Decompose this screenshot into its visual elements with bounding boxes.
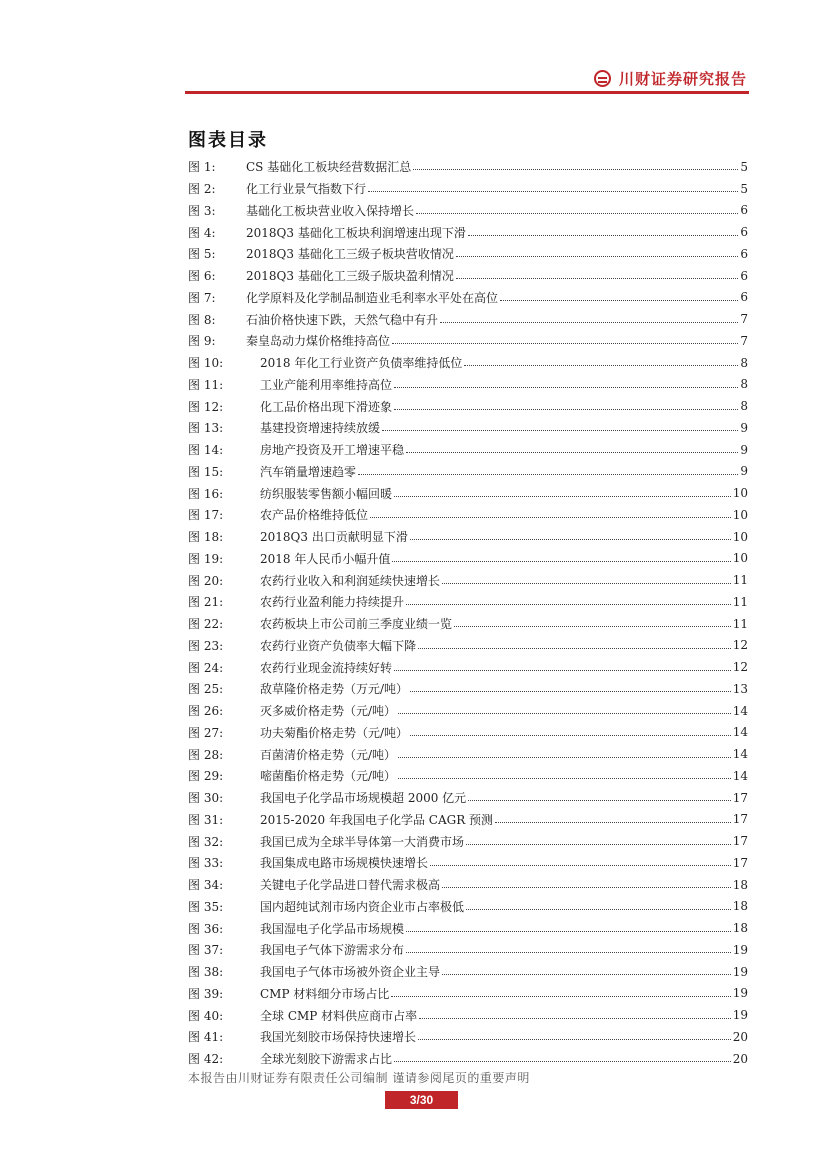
toc-caption: 国内超纯试剂市场内资企业市占率极低	[260, 899, 465, 914]
toc-page-number: 11	[732, 616, 748, 631]
toc-caption: 2018Q3 基础化工板块利润增速出现下滑	[246, 225, 466, 240]
toc-caption: 2018Q3 出口贡献明显下滑	[260, 530, 408, 545]
toc-page-number: 5	[740, 159, 748, 174]
toc-page-number: 8	[740, 355, 748, 370]
toc-dot-leader	[406, 452, 738, 453]
toc-entry[interactable]	[188, 439, 748, 461]
toc-title: 图表目录	[188, 130, 268, 151]
toc-caption: 农药行业收入和利润延续快速增长	[260, 573, 441, 588]
toc-page-number: 8	[740, 399, 748, 414]
toc-caption: 化学原料及化学制品制造业毛利率水平处在高位	[246, 290, 499, 305]
toc-dot-leader	[419, 1018, 731, 1019]
toc-caption: 房地产投资及开工增速平稳	[260, 443, 405, 458]
toc-figure-number: 图 30:	[188, 791, 224, 806]
page-number: 3/30	[385, 1091, 458, 1109]
toc-page-number: 17	[732, 790, 748, 805]
toc-dot-leader	[398, 778, 731, 779]
toc-figure-number: 图 21:	[188, 595, 224, 610]
toc-figure-number: 图 38:	[188, 965, 224, 980]
toc-dot-leader	[466, 909, 731, 910]
toc-caption: 农药行业盈利能力持续提升	[260, 595, 405, 610]
toc-page-number: 18	[732, 877, 748, 892]
toc-entry[interactable]	[188, 308, 748, 330]
toc-page-number: 10	[732, 551, 748, 566]
toc-caption: 功夫菊酯价格走势（元/吨）	[260, 725, 409, 740]
toc-dot-leader	[410, 691, 731, 692]
toc-page-number: 17	[732, 834, 748, 849]
page-header	[185, 62, 749, 94]
toc-page-number: 17	[732, 812, 748, 827]
toc-dot-leader	[456, 278, 739, 279]
toc-figure-number: 图 2:	[188, 182, 216, 197]
toc-caption: CMP 材料细分市场占比	[260, 986, 390, 1001]
toc-page-number: 20	[732, 1051, 748, 1066]
toc-figure-number: 图 35:	[188, 899, 224, 914]
toc-page-number: 10	[732, 529, 748, 544]
toc-dot-leader	[442, 583, 731, 584]
toc-caption: 农产品价格维持低位	[260, 508, 369, 523]
toc-figure-number: 图 36:	[188, 921, 224, 936]
toc-entry[interactable]	[188, 809, 748, 831]
brand-logo-icon	[594, 70, 611, 87]
toc-dot-leader	[456, 256, 739, 257]
toc-page-number: 6	[740, 225, 748, 240]
toc-page-number: 7	[740, 333, 748, 348]
footer-disclaimer: 本报告由川财证券有限责任公司编制 谨请参阅尾页的重要声明	[188, 1071, 530, 1085]
toc-dot-leader	[454, 626, 731, 627]
toc-caption: 我国已成为全球半导体第一大消费市场	[260, 834, 465, 849]
toc-entry[interactable]	[188, 417, 748, 439]
toc-dot-leader	[410, 539, 731, 540]
toc-dot-leader	[440, 322, 738, 323]
toc-dot-leader	[368, 191, 738, 192]
toc-caption: 灭多威价格走势（元/吨）	[260, 704, 397, 719]
header-divider	[185, 91, 749, 94]
toc-figure-number: 图 42:	[188, 1052, 224, 1067]
toc-entry[interactable]	[188, 852, 748, 874]
toc-page-number: 17	[732, 855, 748, 870]
toc-page-number: 19	[732, 942, 748, 957]
toc-dot-leader	[391, 996, 730, 997]
toc-caption: 嘧菌酯价格走势（元/吨）	[260, 769, 397, 784]
toc-dot-leader	[394, 670, 731, 671]
toc-figure-number: 图 31:	[188, 812, 224, 827]
toc-caption: 化工品价格出现下滑迹象	[260, 399, 393, 414]
toc-figure-number: 图 27:	[188, 725, 224, 740]
toc-page-number: 6	[740, 290, 748, 305]
toc-entry[interactable]	[188, 591, 748, 613]
toc-caption: 我国电子气体市场被外资企业主导	[260, 965, 441, 980]
toc-entry[interactable]	[188, 330, 748, 352]
toc-page-number: 12	[732, 638, 748, 653]
toc-caption: 我国电子化学品市场规模超 2000 亿元	[260, 791, 467, 806]
toc-entry[interactable]	[188, 287, 748, 309]
toc-figure-number: 图 28:	[188, 747, 224, 762]
toc-page-number: 19	[732, 986, 748, 1001]
toc-caption: 全球 CMP 材料供应商市占率	[260, 1008, 418, 1023]
toc-dot-leader	[394, 409, 738, 410]
toc-caption: 农药板块上市公司前三季度业绩一览	[260, 617, 453, 632]
toc-dot-leader	[468, 800, 731, 801]
toc-page-number: 6	[740, 203, 748, 218]
toc-entry[interactable]	[188, 961, 748, 983]
toc-dot-leader	[406, 604, 731, 605]
toc-dot-leader	[430, 865, 731, 866]
toc-entry[interactable]	[188, 656, 748, 678]
toc-figure-number: 图 24:	[188, 660, 224, 675]
toc-figure-number: 图 41:	[188, 1030, 224, 1045]
toc-dot-leader	[394, 1061, 731, 1062]
toc-dot-leader	[442, 887, 731, 888]
toc-figure-number: 图 22:	[188, 617, 224, 632]
toc-entry[interactable]	[188, 265, 748, 287]
toc-entry[interactable]	[188, 1004, 748, 1026]
toc-figure-number: 图 8:	[188, 312, 216, 327]
toc-dot-leader	[466, 844, 731, 845]
toc-figure-number: 图 12:	[188, 399, 224, 414]
toc-page-number: 19	[732, 1008, 748, 1023]
toc-caption: 我国集成电路市场规模快速增长	[260, 856, 429, 871]
toc-page-number: 13	[732, 681, 748, 696]
toc-caption: 敌草隆价格走势（万元/吨）	[260, 682, 409, 697]
toc-entry[interactable]	[188, 635, 748, 657]
toc-dot-leader	[410, 735, 731, 736]
toc-entry[interactable]	[188, 983, 748, 1005]
toc-entry[interactable]	[188, 178, 748, 200]
toc-page-number: 10	[732, 507, 748, 522]
toc-dot-leader	[416, 213, 738, 214]
toc-figure-number: 图 10:	[188, 356, 224, 371]
toc-page-number: 18	[732, 899, 748, 914]
toc-dot-leader	[418, 648, 731, 649]
toc-dot-leader	[413, 169, 738, 170]
toc-entry[interactable]	[188, 896, 748, 918]
toc-entry[interactable]	[188, 526, 748, 548]
toc-page-number: 20	[732, 1029, 748, 1044]
toc-figure-number: 图 11:	[188, 377, 224, 392]
toc-entry[interactable]	[188, 221, 748, 243]
toc-page-number: 6	[740, 268, 748, 283]
toc-entry[interactable]	[188, 395, 748, 417]
brand-name: 川财证券研究报告	[618, 70, 747, 88]
toc-caption: 农药行业现金流持续好转	[260, 660, 393, 675]
toc-figure-number: 图 17:	[188, 508, 224, 523]
toc-dot-leader	[382, 430, 738, 431]
toc-dot-leader	[394, 496, 731, 497]
toc-entry[interactable]	[188, 743, 748, 765]
toc-dot-leader	[370, 517, 731, 518]
toc-caption: 2015-2020 年我国电子化学品 CAGR 预测	[260, 812, 494, 827]
toc-entry[interactable]	[188, 156, 748, 178]
toc-figure-number: 图 14:	[188, 443, 224, 458]
toc-figure-number: 图 15:	[188, 464, 224, 479]
toc-page-number: 14	[732, 703, 748, 718]
toc-dot-leader	[468, 235, 739, 236]
toc-figure-number: 图 26:	[188, 704, 224, 719]
toc-page-number: 14	[732, 725, 748, 740]
toc-page-number: 11	[732, 594, 748, 609]
toc-figure-number: 图 4:	[188, 225, 216, 240]
toc-entry[interactable]	[188, 830, 748, 852]
toc-entry[interactable]	[188, 482, 748, 504]
toc-caption: 秦皇岛动力煤价格维持高位	[246, 334, 391, 349]
toc-figure-number: 图 34:	[188, 878, 224, 893]
toc-caption: 我国电子气体下游需求分布	[260, 943, 405, 958]
toc-dot-leader	[464, 365, 738, 366]
toc-figure-number: 图 25:	[188, 682, 224, 697]
toc-figure-number: 图 20:	[188, 573, 224, 588]
toc-page-number: 8	[740, 377, 748, 392]
toc-page-number: 11	[732, 573, 748, 588]
toc-caption: 纺织服装零售额小幅回暖	[260, 486, 393, 501]
toc-page-number: 9	[740, 442, 748, 457]
toc-dot-leader	[398, 757, 731, 758]
toc-figure-number: 图 5:	[188, 247, 216, 262]
toc-caption: 工业产能利用率维持高位	[260, 377, 393, 392]
toc-page-number: 14	[732, 768, 748, 783]
toc-caption: 农药行业资产负债率大幅下降	[260, 638, 417, 653]
toc-caption: 全球光刻胶下游需求占比	[260, 1052, 393, 1067]
toc-caption: CS 基础化工板块经营数据汇总	[246, 160, 412, 175]
toc-caption: 汽车销量增速趋零	[260, 464, 357, 479]
toc-entry[interactable]	[188, 700, 748, 722]
toc-caption: 石油价格快速下跌，天然气稳中有升	[246, 312, 439, 327]
toc-page-number: 9	[740, 464, 748, 479]
toc-figure-number: 图 39:	[188, 986, 224, 1001]
toc-figure-number: 图 7:	[188, 290, 216, 305]
toc-entry[interactable]	[188, 787, 748, 809]
toc-caption: 百菌清价格走势（元/吨）	[260, 747, 397, 762]
toc-caption: 2018Q3 基础化工三级子版块盈利情况	[246, 269, 454, 284]
toc-page-number: 10	[732, 486, 748, 501]
toc-figure-number: 图 3:	[188, 203, 216, 218]
toc-figure-number: 图 29:	[188, 769, 224, 784]
toc-page-number: 14	[732, 747, 748, 762]
toc-caption: 我国湿电子化学品市场规模	[260, 921, 405, 936]
toc-dot-leader	[500, 300, 738, 301]
toc-dot-leader	[392, 561, 730, 562]
toc-figure-number: 图 6:	[188, 269, 216, 284]
toc-caption: 基建投资增速持续放缓	[260, 421, 381, 436]
toc-dot-leader	[495, 822, 731, 823]
toc-entry[interactable]	[188, 352, 748, 374]
toc-entry[interactable]	[188, 874, 748, 896]
toc-page-number: 19	[732, 964, 748, 979]
toc-entry[interactable]	[188, 939, 748, 961]
toc-figure-number: 图 19:	[188, 551, 224, 566]
toc-caption: 化工行业景气指数下行	[246, 182, 367, 197]
toc-caption: 我国光刻胶市场保持快速增长	[260, 1030, 417, 1045]
toc-entry[interactable]	[188, 461, 748, 483]
toc-entry[interactable]	[188, 917, 748, 939]
toc-dot-leader	[442, 974, 731, 975]
toc-page-number: 9	[740, 420, 748, 435]
toc-figure-number: 图 40:	[188, 1008, 224, 1023]
toc-page-number: 7	[740, 312, 748, 327]
toc-entry[interactable]	[188, 722, 748, 744]
toc-entry[interactable]	[188, 243, 748, 265]
toc-entry[interactable]	[188, 200, 748, 222]
toc-entry[interactable]	[188, 1026, 748, 1048]
toc-entry[interactable]	[188, 569, 748, 591]
toc-figure-number: 图 33:	[188, 856, 224, 871]
toc-figure-number: 图 18:	[188, 530, 224, 545]
toc-entry[interactable]	[188, 765, 748, 787]
toc-list	[188, 156, 748, 1070]
toc-dot-leader	[418, 1039, 731, 1040]
toc-figure-number: 图 37:	[188, 943, 224, 958]
toc-figure-number: 图 9:	[188, 334, 216, 349]
toc-dot-leader	[358, 474, 738, 475]
toc-caption: 关键电子化学品进口替代需求极高	[260, 878, 441, 893]
toc-entry[interactable]	[188, 548, 748, 570]
toc-dot-leader	[394, 387, 738, 388]
toc-entry[interactable]	[188, 1048, 748, 1070]
toc-page-number: 6	[740, 246, 748, 261]
toc-page-number: 12	[732, 660, 748, 675]
toc-entry[interactable]	[188, 374, 748, 396]
toc-figure-number: 图 1:	[188, 160, 216, 175]
toc-dot-leader	[392, 343, 738, 344]
toc-figure-number: 图 16:	[188, 486, 224, 501]
toc-dot-leader	[406, 931, 731, 932]
toc-caption: 2018 年化工行业资产负债率维持低位	[260, 356, 463, 371]
toc-dot-leader	[398, 713, 731, 714]
brand	[594, 68, 747, 89]
toc-entry[interactable]	[188, 613, 748, 635]
toc-caption: 2018Q3 基础化工三级子板块营收情况	[246, 247, 454, 262]
toc-page-number: 5	[740, 181, 748, 196]
toc-figure-number: 图 13:	[188, 421, 224, 436]
toc-caption: 2018 年人民币小幅升值	[260, 551, 391, 566]
toc-page-number: 18	[732, 921, 748, 936]
toc-caption: 基础化工板块营业收入保持增长	[246, 203, 415, 218]
toc-entry[interactable]	[188, 504, 748, 526]
toc-entry[interactable]	[188, 678, 748, 700]
toc-figure-number: 图 32:	[188, 834, 224, 849]
toc-figure-number: 图 23:	[188, 638, 224, 653]
toc-dot-leader	[406, 952, 731, 953]
